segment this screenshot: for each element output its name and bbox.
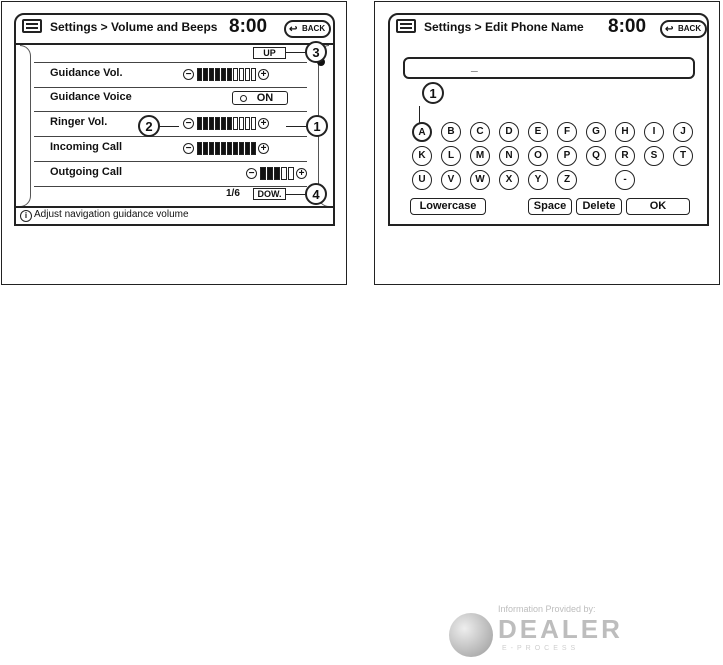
level-segment	[203, 117, 208, 130]
key-d[interactable]: D	[499, 122, 519, 142]
clock: 8:00	[229, 16, 268, 37]
key-c[interactable]: C	[470, 122, 490, 142]
breadcrumb: Settings > Volume and Beeps	[50, 20, 218, 34]
delete-button[interactable]: Delete	[576, 198, 622, 215]
callout-1-leader	[286, 126, 306, 127]
plus-icon[interactable]: +	[258, 69, 269, 80]
down-button[interactable]: DOW.	[253, 188, 286, 200]
key-r[interactable]: R	[615, 146, 635, 166]
row-incoming-call[interactable]	[34, 137, 307, 162]
level-segment	[203, 142, 208, 155]
callout-2-leader	[159, 126, 179, 127]
row-label: Incoming Call	[50, 141, 123, 153]
level-segment	[227, 68, 232, 81]
key-f[interactable]: F	[557, 122, 577, 142]
back-label: BACK	[302, 24, 326, 33]
title-bar	[16, 15, 333, 45]
up-button[interactable]: UP	[253, 47, 286, 59]
level-segment	[221, 68, 226, 81]
level-segment	[227, 117, 232, 130]
row-label: Guidance Voice	[50, 91, 132, 103]
right-figure-panel	[374, 1, 720, 285]
level-segments	[259, 167, 294, 180]
key-x[interactable]: X	[499, 170, 519, 190]
level-segment	[267, 167, 273, 180]
key-i[interactable]: I	[644, 122, 664, 142]
guidance-voice-toggle[interactable]	[232, 91, 288, 105]
increase-knob-icon[interactable]: +	[258, 118, 269, 129]
level-segment	[197, 68, 202, 81]
row-outgoing-call[interactable]	[34, 162, 307, 187]
back-label: BACK	[678, 24, 702, 33]
left-scroll-arc	[20, 45, 31, 207]
input-cursor: _	[471, 59, 478, 73]
level-segment	[221, 117, 226, 130]
callout-4: 4	[305, 183, 327, 205]
level-segment	[251, 117, 256, 130]
level-segments	[196, 68, 256, 81]
key-o[interactable]: O	[528, 146, 548, 166]
level-segment	[215, 117, 220, 130]
watermark-sub: E-PROCESS	[502, 645, 580, 652]
edit-phone-name-screen	[388, 13, 709, 226]
key-k[interactable]: K	[412, 146, 432, 166]
level-segment	[227, 142, 232, 155]
dealer-globe-logo-icon	[449, 613, 493, 657]
key-z[interactable]: Z	[557, 170, 577, 190]
key-u[interactable]: U	[412, 170, 432, 190]
guidance-vol-bar	[183, 67, 269, 81]
back-arrow-icon: ↩	[289, 24, 298, 35]
level-segment	[239, 142, 244, 155]
callout-2: 2	[138, 115, 160, 137]
back-button[interactable]	[660, 20, 707, 38]
minus-icon[interactable]: −	[183, 143, 194, 154]
key-hyphen[interactable]: -	[615, 170, 635, 190]
watermark-brand: DEALER	[498, 614, 623, 644]
key-b[interactable]: B	[441, 122, 461, 142]
left-figure-panel	[1, 1, 347, 285]
level-segment	[245, 68, 250, 81]
key-j[interactable]: J	[673, 122, 693, 142]
level-segment	[215, 68, 220, 81]
info-text: Adjust navigation guidance volume	[34, 209, 189, 220]
callout-1-leader	[419, 106, 420, 124]
level-segment	[209, 117, 214, 130]
ringer-vol-bar	[183, 116, 269, 130]
row-guidance-voice[interactable]	[34, 87, 307, 112]
key-p[interactable]: P	[557, 146, 577, 166]
key-m[interactable]: M	[470, 146, 490, 166]
toggle-label: ON	[256, 92, 274, 104]
row-guidance-vol[interactable]	[34, 62, 307, 88]
level-segment	[281, 167, 287, 180]
info-icon: i	[20, 210, 32, 222]
level-segment	[239, 117, 244, 130]
key-a[interactable]: A	[412, 122, 432, 142]
level-segment	[209, 68, 214, 81]
minus-icon[interactable]: −	[183, 69, 194, 80]
key-y[interactable]: Y	[528, 170, 548, 190]
level-segment	[251, 68, 256, 81]
level-segment	[251, 142, 256, 155]
title-bar	[390, 15, 707, 43]
ok-button[interactable]: OK	[626, 198, 690, 215]
row-ringer-vol[interactable]	[34, 112, 307, 137]
minus-icon[interactable]: −	[246, 168, 257, 179]
back-button[interactable]	[284, 20, 331, 38]
menu-icon[interactable]	[396, 19, 416, 33]
key-q[interactable]: Q	[586, 146, 606, 166]
info-bar	[16, 206, 333, 224]
outgoing-call-bar	[246, 166, 307, 180]
level-segment	[221, 142, 226, 155]
toggle-indicator-icon	[240, 95, 247, 102]
row-label: Guidance Vol.	[50, 67, 123, 79]
row-label: Ringer Vol.	[50, 116, 108, 128]
level-segment	[203, 68, 208, 81]
level-segment	[197, 117, 202, 130]
level-segment	[233, 68, 238, 81]
level-segment	[233, 117, 238, 130]
level-segment	[245, 142, 250, 155]
callout-1: 1	[422, 82, 444, 104]
callout-3-leader	[285, 52, 306, 53]
level-segment	[239, 68, 244, 81]
level-segment	[215, 142, 220, 155]
level-segment	[245, 117, 250, 130]
key-s[interactable]: S	[644, 146, 664, 166]
level-segments	[196, 117, 256, 130]
row-label: Outgoing Call	[50, 166, 123, 178]
decrease-knob-icon[interactable]: −	[183, 118, 194, 129]
key-n[interactable]: N	[499, 146, 519, 166]
level-segment	[209, 142, 214, 155]
level-segment	[260, 167, 266, 180]
callout-3: 3	[305, 41, 327, 63]
key-g[interactable]: G	[586, 122, 606, 142]
breadcrumb: Settings > Edit Phone Name	[424, 20, 584, 34]
watermark-provided-by: Information Provided by:	[498, 604, 596, 614]
page-indicator: 1/6	[226, 188, 240, 199]
level-segment	[274, 167, 280, 180]
key-v[interactable]: V	[441, 170, 461, 190]
menu-icon[interactable]	[22, 19, 42, 33]
key-w[interactable]: W	[470, 170, 490, 190]
level-segment	[288, 167, 294, 180]
callout-4-leader	[286, 194, 306, 195]
clock: 8:00	[608, 16, 647, 37]
key-l[interactable]: L	[441, 146, 461, 166]
key-e[interactable]: E	[528, 122, 548, 142]
incoming-call-bar	[183, 141, 269, 155]
plus-icon[interactable]: +	[296, 168, 307, 179]
level-segments	[196, 142, 256, 155]
phone-name-input[interactable]	[403, 57, 695, 79]
space-button[interactable]: Space	[528, 198, 572, 215]
level-segment	[233, 142, 238, 155]
key-h[interactable]: H	[615, 122, 635, 142]
key-t[interactable]: T	[673, 146, 693, 166]
lowercase-button[interactable]: Lowercase	[410, 198, 486, 215]
level-segment	[197, 142, 202, 155]
callout-1: 1	[306, 115, 328, 137]
plus-icon[interactable]: +	[258, 143, 269, 154]
back-arrow-icon: ↩	[665, 24, 674, 35]
